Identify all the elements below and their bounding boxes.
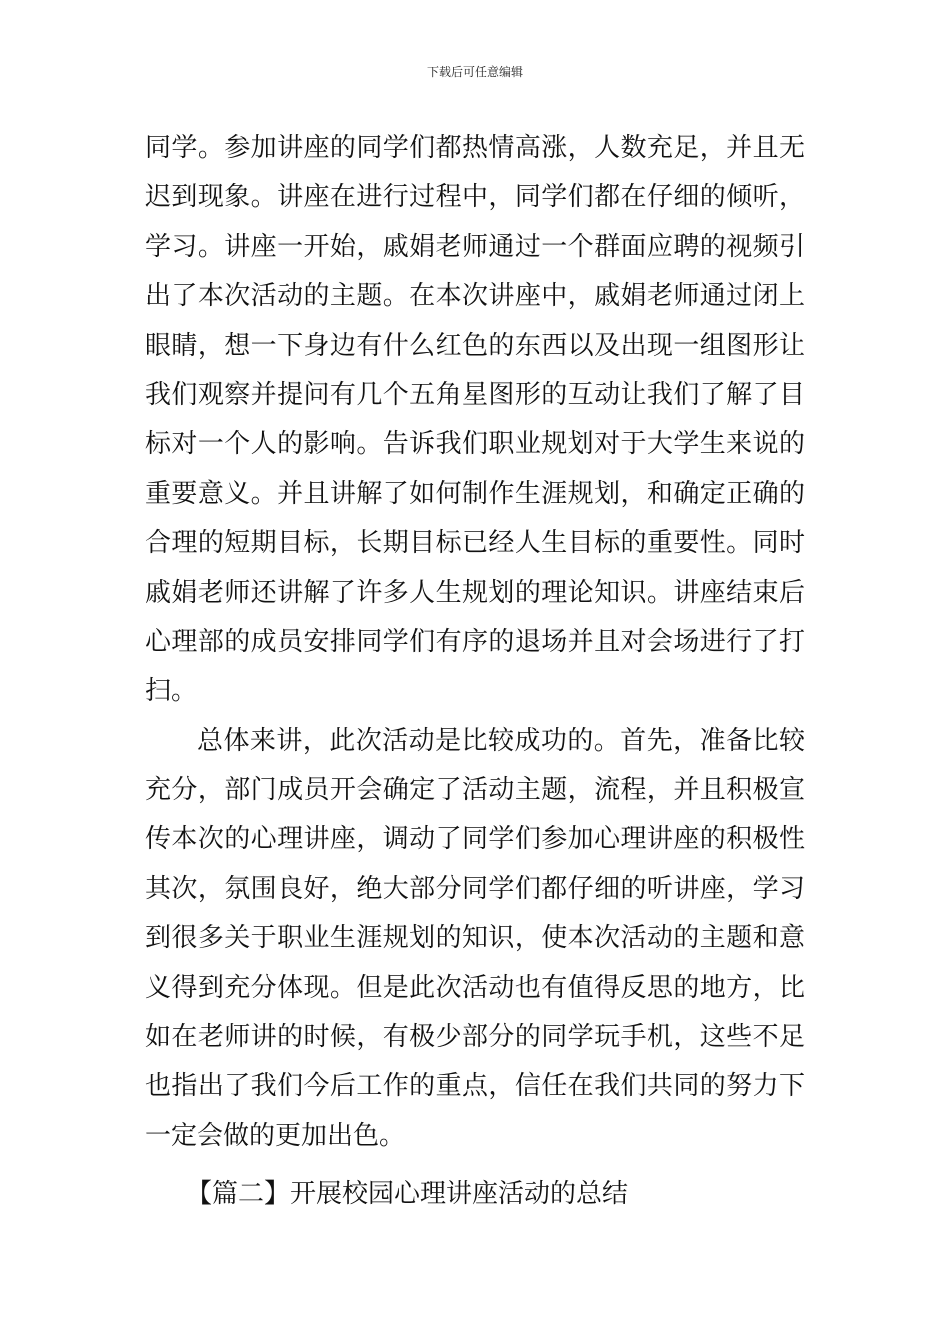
text-line: 义得到充分体现。但是此次活动也有值得反思的地方，比 [145,972,805,1003]
text-line: 传本次的心理讲座，调动了同学们参加心理讲座的积极性 [145,824,805,855]
text-line: 标对一个人的影响。告诉我们职业规划对于大学生来说的 [145,429,805,460]
text-line: 学习。讲座一开始，戚娟老师通过一个群面应聘的视频引 [145,231,805,262]
text-line: 一定会做的更加出色。 [145,1120,406,1151]
text-line: 充分，部门成员开会确定了活动主题，流程，并且积极宣 [145,775,805,806]
text-line: 合理的短期目标，长期目标已经人生目标的重要性。同时 [145,528,805,559]
text-line: 心理部的成员安排同学们有序的退场并且对会场进行了打 [145,626,805,657]
document-body [145,124,805,1161]
page-header: 下载后可任意编辑 [426,65,523,79]
paragraph-2 [145,717,805,1162]
text-line: 到很多关于职业生涯规划的知识，使本次活动的主题和意 [145,923,805,954]
text-line: 同学。参加讲座的同学们都热情高涨，人数充足，并且无 [145,133,805,163]
text-line: 扫。 [145,676,198,707]
text-line: 我们观察并提问有几个五角星图形的互动让我们了解了目 [145,379,805,410]
text-line: 重要意义。并且讲解了如何制作生涯规划，和确定正确的 [145,478,805,509]
text-line: 戚娟老师还讲解了许多人生规划的理论知识。讲座结束后 [145,577,805,608]
text-line: 出了本次活动的主题。在本次讲座中，戚娟老师通过闭上 [145,281,805,312]
text-line: 迟到现象。讲座在进行过程中，同学们都在仔细的倾听， [145,182,805,213]
text-line: 也指出了我们今后工作的重点，信任在我们共同的努力下 [145,1071,805,1102]
text-line: 如在老师讲的时候，有极少部分的同学玩手机，这些不足 [145,1022,805,1053]
paragraph-1 [145,124,805,717]
section-heading: 【篇二】开展校园心理讲座活动的总结 [186,1179,629,1209]
text-line: 眼睛，想一下身边有什么红色的东西以及出现一组图形让 [145,330,805,361]
text-line: 其次，氛围良好，绝大部分同学们都仔细的听讲座，学习 [145,873,805,904]
text-line: 总体来讲，此次活动是比较成功的。首先，准备比较 [197,725,805,756]
